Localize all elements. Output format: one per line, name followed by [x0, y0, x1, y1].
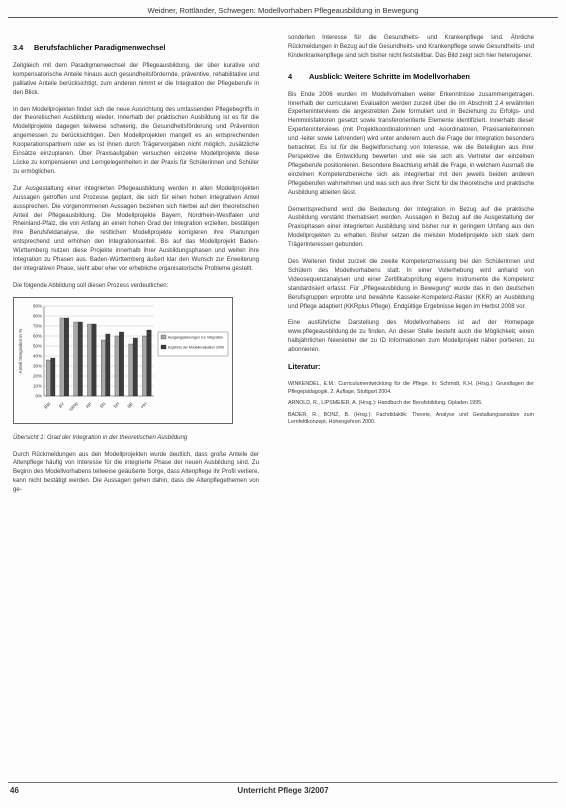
literature-section — [288, 363, 534, 427]
section-heading-4 — [288, 73, 534, 82]
x-tick-label: HH — [139, 400, 148, 409]
literature-entry: WINKENDEL, E.M.: Curriculumentwicklung für die Pflege. In: Schmidt, K.H. (Hrsg.): Grundlagen der Pflegepädagogik. 2. Auflage, Stuttgart 2004. — [288, 381, 534, 395]
section-title: Berufsfachlicher Paradigmenwechsel — [34, 43, 166, 52]
legend-swatch — [161, 345, 166, 349]
journal-title: Unterricht Pflege 3/2007 — [237, 786, 329, 795]
x-tick-label: SN — [98, 400, 107, 409]
y-tick-label: 30% — [32, 363, 42, 369]
section-number: 4 — [288, 71, 293, 81]
x-tick-label: BW — [43, 400, 52, 410]
bar — [78, 322, 82, 396]
y-tick-label: 70% — [32, 323, 42, 329]
paragraph: Zeitgleich mit dem Paradigmenwechsel der Pflegeausbildung, der über kurative und kompensatorische Anteile hinaus auch gesundheitsfördernde, präventive, rehabilitative und palliative Anteile berücksichtigt, zum anderen nimmt er die Integration der Pflegeberufe in den Blick. — [13, 62, 259, 96]
bar — [74, 322, 78, 396]
bar — [87, 324, 91, 396]
paragraph: In den Modellprojekten findet sich die neue Ausrichtung des umfassenden Pflegebegriffs in der theoretischen Ausbildung wieder. Innerhalb der praktischen Ausbildung ist es für die Modellprojekte dagegen teilweise schwierig, die Gesundheitsförderung und Prävention angemessen zu berücksichtigen. Den Modellprojekten mangelt es an entsprechenden Kooperationspartnern oder es ist ihnen durch Trägervorgaben nicht möglich, zusätzliche Einsätze einzuplanen. Über Praxisaufgaben versuchen einzelne Modellprojekte diese Lücke zu kompensieren und Lerngelegenheiten in der Praxis für Schülerinnen und Schüler zu ermöglichen. — [13, 106, 259, 175]
paragraph: Zur Ausgestaltung einer integrierten Pflegeausbildung werden in allen Modellprojekten Aussagen getroffen und Prozesse geplant, die sich für einen hohen integrativen Anteil aussprechen. Die vorgenommenen Aussagen beziehen sich hierbei auf den theoretischen Anteil der Pflegeausbildung. Die Modellprojekte Bayern, Nordrhein-Westfalen und Rheinland-Pfalz, die von Anfang an einen hohen Grad der Integration erzielten, bestätigen ihre Berufsfeldanalyse, die restlichen Modellprojekte korrigieren ihre Planungen entsprechend und erhöhen den Integrationsanteil. Bis auf das Modellprojekt Baden-Württemberg nutzen diese Projekte innerhalb ihrer Ausbildungsphasen und weiten ihre Integration zu Phasen aus. Baden-Württemberg äußert klar den Wunsch zur Erweiterung der integrativen Phase, sieht aber eher vor erhebliche organisatorische Probleme gestellt. — [13, 185, 259, 272]
x-tick-label: SH — [112, 400, 121, 409]
x-tick-label: RP — [84, 400, 93, 409]
bar — [133, 338, 137, 396]
paragraph: Dementsprechend wird die Bedeutung der Integration in Bezug auf die praktische Ausbildung verstärkt thematisiert werden. Aussagen in Bezug auf die Ausgestaltung der Praxisphasen einer integrierten Ausbildung sind bisher nur in geringem Umfang aus den Modellprojekten zu erhalten. Bisher setzen die meisten Modellprojekte sich stark dem Trägerinteressen gebunden. — [288, 206, 534, 249]
bar — [106, 334, 110, 396]
y-tick-label: 60% — [32, 333, 42, 339]
paragraph: Des Weiteren findet zurzeit die zweite Kompetenzmessung bei den Schülerinnen und Schülern des Modellvorhabens statt. In einer Vollerhebung wird anhand von Videosequenzanalysen und einer Zertifikatsprüfung eigens Instrumente die Kompetenz standardisiert erfasst. Für „Pflegeausbildung in Bewegung“ wurde das in den deutschen Berufsgruppen erprobte und bewährte Kasseler-Kompetenz-Raster (KKR) an Ausbildung und Pflege adaptiert (KKRplus Pflege). Endgültige Ergebnisse liegen im Herbst 2008 vor. — [288, 259, 534, 310]
bar — [51, 358, 55, 396]
literature-entry: ARNOLD, R., LIPSMEIER, A. (Hrsg.): Handbuch der Berufsbildung. Opladen 1995. — [288, 400, 483, 407]
y-tick-label: 80% — [32, 313, 42, 319]
paragraph: Eine ausführliche Darstellung des Modellvorhabens ist auf der Homepage www.pflegeausbildung.de zu finden. An dieser Stelle besteht auch die Möglichkeit, einen halbjährlichen Newsletter der zu ID Informationen zum Modellprojekt näher portieren, zu abonnieren. — [288, 320, 534, 354]
literature-heading: Literatur: — [288, 362, 321, 372]
legend-swatch — [161, 335, 166, 339]
bar — [129, 344, 133, 396]
section-title: Ausblick: Weitere Schritte im Modellvorhaben — [309, 71, 470, 81]
integration-bar-chart — [13, 297, 233, 424]
y-tick-label: 10% — [32, 383, 42, 389]
bar — [142, 336, 146, 396]
footer-rule — [8, 782, 558, 783]
literature-entry: BADER, R., BONZ, B. (Hrsg.): Fachdidaktik: Theorie, Analyse und Gestaltungsansätze zum Lernfeldkonzept. Hohengehren 2000. — [288, 411, 534, 426]
x-tick-label: NRW — [68, 400, 80, 412]
paragraph: Durch Rückmeldungen aus den Modellprojekten wurde deutlich, dass große Anteile der Altenpflege häufig von Interesse für die integrierte Phase der neuen Ausbildung sind. Zu Beginn des Modellvorhabens teilweise geäußerte Sorge, dass Altenpflege ihr Profil verliere, kann nicht bestätigt werden. Die Aussagen gehen dahin, dass die Altenpflegethemen von ge- — [13, 451, 259, 494]
right-column — [288, 34, 534, 431]
bar — [60, 318, 64, 396]
y-tick-label: 40% — [32, 353, 42, 359]
y-tick-label: 50% — [32, 343, 42, 349]
y-tick-label: 20% — [32, 373, 42, 379]
running-header: Weidner, Rottländer, Schwegen: Modellvorhaben Pflegeausbildung in Bewegung — [147, 6, 419, 15]
section-heading-3-4 — [13, 44, 259, 53]
y-axis-label: Anteil Integration in % — [18, 328, 23, 374]
x-tick-label: BE — [126, 400, 135, 409]
legend-label: Ausgangsplanungen zur Integration — [168, 335, 224, 340]
legend-label: Ergebnis der Modellevaluation 2006 — [168, 345, 224, 350]
bar — [115, 336, 119, 396]
bar — [92, 324, 96, 396]
header-rule — [8, 17, 558, 18]
section-number: 3.4 — [13, 43, 24, 52]
left-column — [13, 34, 259, 503]
x-tick-label: BY — [57, 400, 66, 409]
paragraph: Die folgende Abbildung soll diesen Prozess verdeutlichen: — [13, 282, 169, 289]
bar — [101, 340, 105, 396]
paragraph: Bis Ende 2006 wurden im Modellvorhaben weiter Erkenntnisse zusammengetragen. Innerhalb der curricularen Evaluation werden zurzeit über die im Abschnitt 2.4 erwähnten Experteninterviews die angestrebten Ziele formuliert und in Beziehung zu Erfolgs- und Hemmnisfaktoren gesetzt sowie transferorientierte Elemente identifiziert. Innerhalb dieser Experteninterviews (mit Projektkoordinatorinnen und -koordinatoren, Praxisanleiterinnen und -leiter sowie Lehrenden) wird unter anderem auch die Frage der Integration besonders betrachtet. Es ist für die Begleitforschung von Interesse, wie die Beteiligten aus ihrer Perspektive die Entwicklung bewerten und wie sie sich als Vertreter der einzelnen Pflegeberufe positionieren. Besondere Beachtung erhält die Frage, in welchem Ausmaß die einzelnen Kompetenzbereiche sich als integrierbar mit den jeweils beiden anderen Pflegeberufen wahrnehmen und was sich aus ihrer Sicht für die theoretische und praktische Ausbildung ableiten lässt. — [288, 91, 534, 196]
bar — [64, 318, 68, 396]
paragraph: sonderten Interesse für die Gesundheits- und Krankenpflege sind. Ähnliche Rückmeldungen in Bezug auf die Gesundheits- und Krankenpflege sowie Gesundheits- und Kinderkrankenpflege sind sich bisher nicht feststellbar. Das Bild zeigt sich hier heterogener. — [288, 35, 534, 59]
page-number: 46 — [10, 786, 19, 795]
bar — [46, 360, 50, 396]
y-tick-label: 90% — [32, 303, 42, 309]
bar — [147, 330, 151, 396]
figure-caption: Übersicht 1: Grad der Integration in der theoretischen Ausbildung — [13, 434, 188, 441]
y-tick-label: 0% — [35, 393, 42, 399]
bar — [119, 332, 123, 396]
